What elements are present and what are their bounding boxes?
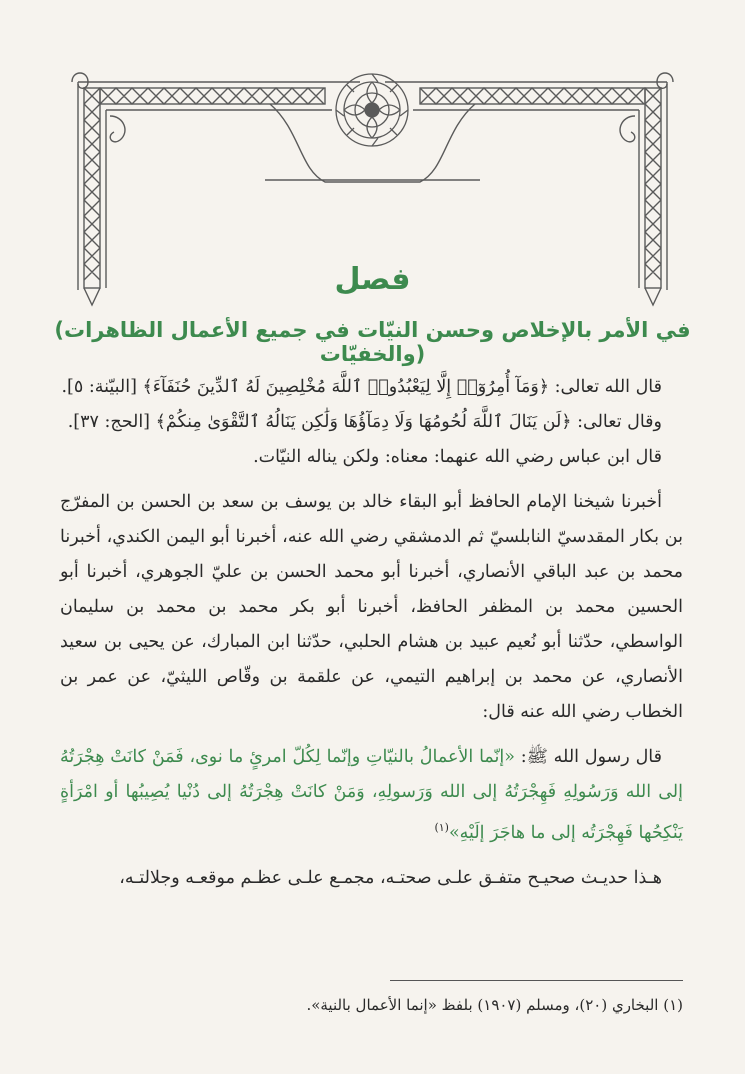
verse-paragraph-2: [60, 405, 683, 440]
hadith-paragraph: [60, 740, 683, 851]
chapter-subtitle: (في الأمر بالإخلاص وحسن النيّات في جميع الأعمال الظاهرات والخفيّات): [54, 318, 691, 366]
footnote-divider: [390, 980, 683, 981]
quran-verse: ﴿لَن يَنَالَ ٱللَّهَ لُحُومُهَا وَلَا دِمَآؤُهَا وَلَٰكِن يَنَالُهُ ٱلتَّقْوَىٰ مِنكُمْ﴾: [155, 412, 572, 432]
verse-paragraph-1: [60, 370, 683, 405]
hadith-intro: قال رسول الله ﷺ:: [514, 747, 662, 767]
closing-paragraph: هـذا حديـث صحيـح متفـق علـى صحتـه، مجمـع علـى عظـم موقعـه وجلالتـه،: [119, 867, 662, 888]
quran-verse: ﴿وَمَآ أُمِرُوٓا۟ إِلَّا لِيَعْبُدُوا۟ ٱللَّهَ مُخْلِصِينَ لَهُ ٱلدِّينَ حُنَفَآءَ﴾: [142, 377, 550, 397]
verse-intro: وقال تعالى:: [571, 412, 662, 432]
main-text: [60, 370, 683, 896]
verse-intro: قال الله تعالى:: [549, 377, 662, 397]
footnote-marker: (١): [434, 821, 449, 834]
isnad-paragraph: أخبرنا شيخنا الإمام الحافظ أبو البقاء خالد بن يوسف بن سعد بن الحسن بن المفرّج بن بكار المقدسيّ النابلسيّ ثم الدمشقي رضي الله عنه، أخبرنا أبو اليمن الكندي، أخبرنا محمد بن عبد الباقي الأنصاري، أخبرنا أبو محمد الحسن بن عليّ الجوهري، أخبرنا أبو الحسين محمد بن المظفر الحافظ، أخبرنا أبو بكر محمد بن محمد بن سليمان الواسطي، حدّثنا أبو نُعيم عبيد بن هشام الحلبي، حدّثنا ابن المبارك، عن يحيى بن سعيد الأنصاري، عن محمد بن إبراهيم التيمي، عن علقمة بن وقّاص الليثيّ، عن عمر بن الخطاب رضي الله عنه قال:: [60, 492, 683, 722]
footnote: (١) البخاري (٢٠)، ومسلم (١٩٠٧) بلفظ «إنما الأعمال بالنية».: [306, 996, 683, 1014]
chapter-title: فصل: [334, 262, 411, 297]
hadith-text: «إنّما الأعمالُ بالنيّاتِ وإنّما لِكُلّ امرئٍ ما نوى، فَمَنْ كانَتْ هِجْرَتُهُ إلى الله وَرَسُولِهِ فَهِجْرَتُهُ إلى الله وَرَسولِهِ، وَمَنْ كانَتْ هِجْرَتُهُ إلى دُنْيا يُصِيبُها أو امْرَأةٍ يَنْكِحُها فَهِجْرَتُه إلى ما هاجَرَ إلَيْهِ»: [60, 747, 683, 843]
commentary-paragraph: قال ابن عباس رضي الله عنهما: معناه: ولكن يناله النيّات.: [253, 447, 662, 467]
verse-reference: [البيّنة: ٥].: [61, 377, 143, 397]
verse-reference: [الحج: ٣٧].: [67, 412, 156, 432]
